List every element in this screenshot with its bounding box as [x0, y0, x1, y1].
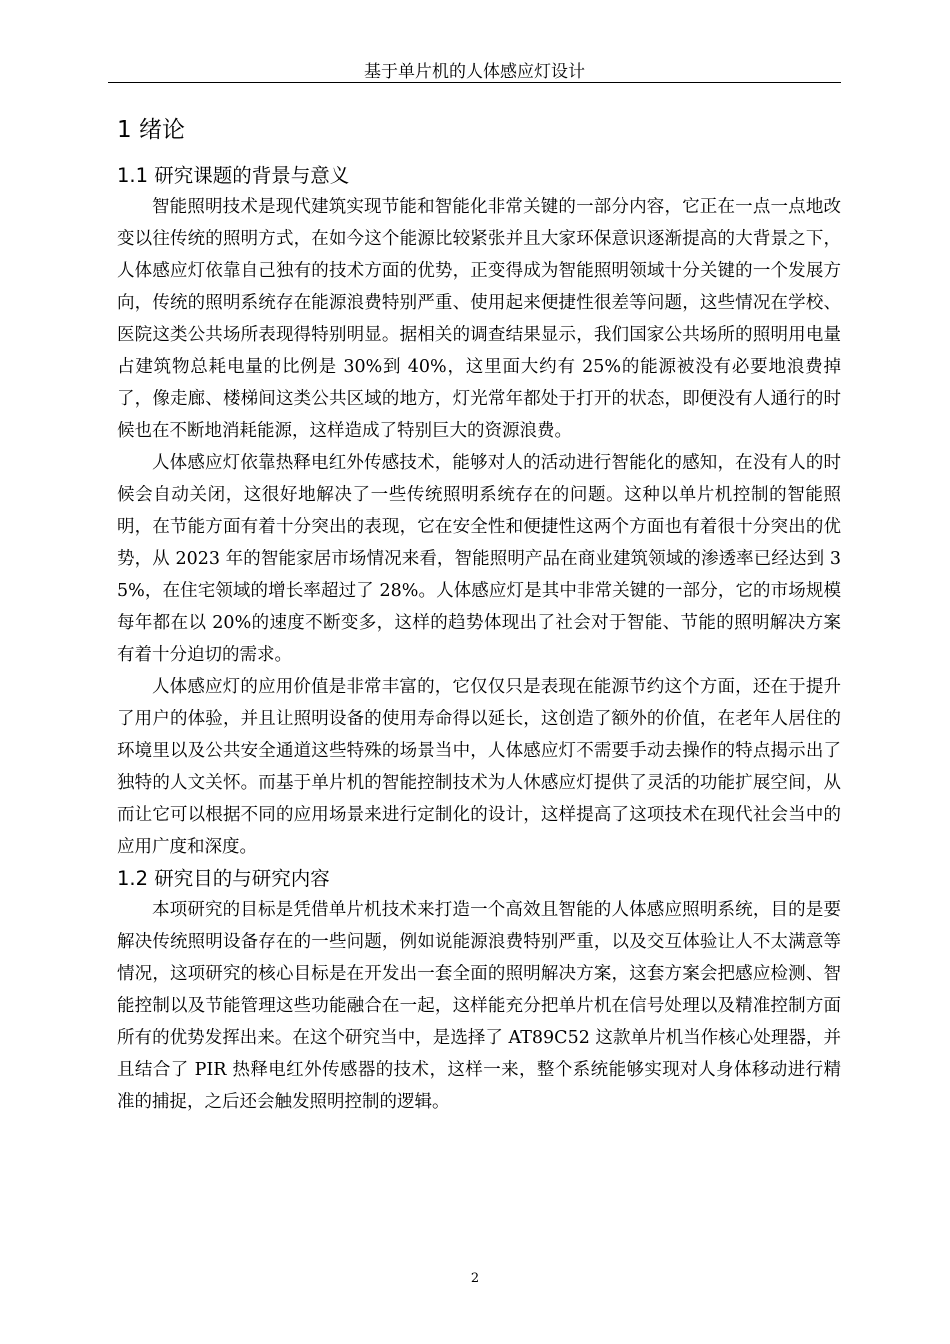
paragraph-1-1-1: 智能照明技术是现代建筑实现节能和智能化非常关键的一部分内容，它正在一点一点地改变以往传统的照明方式，在如今这个能源比较紧张并且大家环保意识逐渐提高的大背景之下，人体感应灯依靠自己独有的技术方面的优势，正变得成为智能照明领域十分关键的一个发展方向，传统的照明系统存在能源浪费特别严重、使用起来便捷性很差等问题，这些情况在学校、医院这类公共场所表现得特别明显。据相关的调查结果显示，我们国家公共场所的照明用电量占建筑物总耗电量的比例是 30%到 40%，这里面大约有 25%的能源被没有必要地浪费掉了，像走廊、楼梯间这类公共区域的地方，灯光常年都处于打开的状态，即便没有人通行的时候也在不断地消耗能源，这样造成了特别巨大的资源浪费。 — [117, 197, 841, 441]
running-header: 基于单片机的人体感应灯设计 — [364, 62, 585, 82]
page-body — [117, 112, 841, 1118]
page-number: 2 — [470, 1271, 480, 1286]
header-divider — [108, 82, 841, 83]
chapter-heading: 1 绪论 — [117, 117, 185, 143]
section-heading-1-2: 1.2 研究目的与研究内容 — [117, 867, 330, 890]
paragraph-1-1-2: 人体感应灯依靠热释电红外传感技术，能够对人的活动进行智能化的感知，在没有人的时候会自动关闭，这很好地解决了一些传统照明系统存在的问题。这种以单片机控制的智能照明，在节能方面有着十分突出的表现，它在安全性和便捷性这两个方面也有着很十分突出的优势，从 2023 年的智能家居市场情况来看，智能照明产品在商业建筑领域的渗透率已经达到 35%，在住宅领域的增长率超过了 28%。人体感应灯是其中非常关键的一部分，它的市场规模每年都在以 20%的速度不断变多，这样的趋势体现出了社会对于智能、节能的照明解决方案有着十分迫切的需求。 — [117, 453, 841, 665]
paragraph-1-1-3: 人体感应灯的应用价值是非常丰富的，它仅仅只是表现在能源节约这个方面，还在于提升了用户的体验，并且让照明设备的使用寿命得以延长，这创造了额外的价值，在老年人居住的环境里以及公共安全通道这些特殊的场景当中，人体感应灯不需要手动去操作的特点揭示出了独特的人文关怀。而基于单片机的智能控制技术为人休感应灯提供了灵活的功能扩展空间，从而让它可以根据不同的应用场景来进行定制化的设计，这样提高了这项技术在现代社会当中的应用广度和深度。 — [117, 677, 841, 857]
section-heading-1-1: 1.1 研究课题的背景与意义 — [117, 164, 350, 187]
paragraph-1-2-1: 本项研究的目标是凭借单片机技术来打造一个高效且智能的人体感应照明系统，目的是要解决传统照明设备存在的一些问题，例如说能源浪费特别严重，以及交互体验让人不太满意等情况，这项研究的核心目标是在开发出一套全面的照明解决方案，这套方案会把感应检测、智能控制以及节能管理这些功能融合在一起，这样能充分把单片机在信号处理以及精准控制方面所有的优势发挥出来。在这个研究当中，是选择了 AT89C52 这款单片机当作核心处理器，并且结合了 PIR 热释电红外传感器的技术，这样一来，整个系统能够实现对人身体移动进行精准的捕捉，之后还会触发照明控制的逻辑。 — [117, 900, 841, 1112]
